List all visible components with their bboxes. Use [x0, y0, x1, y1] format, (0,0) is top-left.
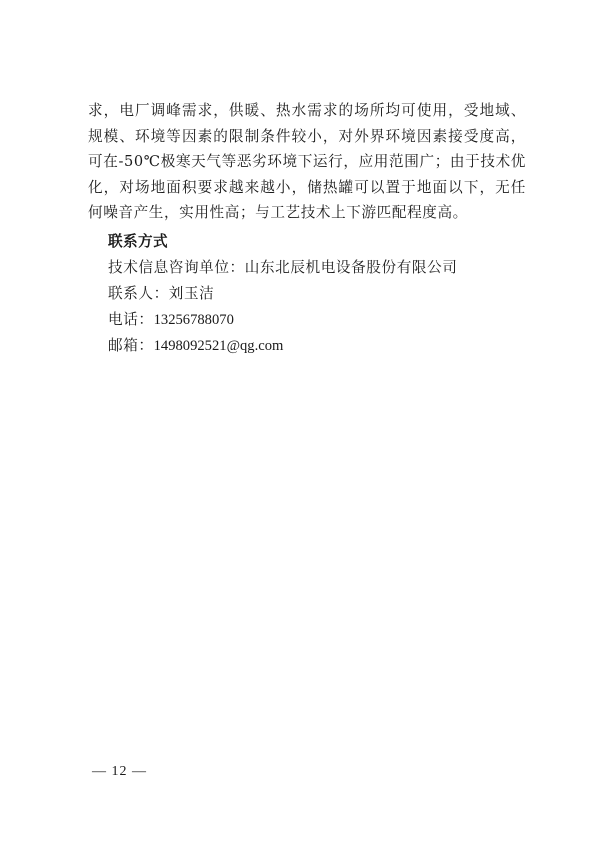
contact-email-value: 1498092521@qg.com: [153, 338, 284, 354]
contact-section: [108, 229, 457, 359]
contact-unit-value: 山东北辰机电设备股份有限公司: [244, 259, 458, 276]
contact-unit-row: [108, 255, 457, 281]
page-number: — 12 —: [92, 764, 147, 779]
contact-unit-label: 技术信息咨询单位：: [108, 259, 245, 276]
body-paragraph: 求，电厂调峰需求，供暖、热水需求的场所均可使用，受地域、规模、环境等因素的限制条件较小，对外界环境因素接受度高，可在-50℃极寒天气等恶劣环境下运行，应用范围广；由于技术优化，对场地面积要求越来越小，储热罐可以置于地面以下，无任何噪音产生，实用性高；与工艺技术上下游匹配程度高。: [88, 102, 526, 221]
contact-person-label: 联系人：: [108, 285, 169, 302]
contact-email-label: 邮箱：: [108, 337, 154, 354]
contact-phone-value: 13256788070: [153, 312, 234, 328]
contact-phone-row: [108, 307, 457, 333]
contact-person-row: [108, 281, 457, 307]
contact-heading: 联系方式: [108, 233, 168, 250]
contact-person-value: 刘玉洁: [168, 285, 215, 302]
contact-email-row: [108, 333, 457, 359]
body-paragraph-block: [88, 98, 526, 226]
contact-phone-label: 电话：: [108, 311, 154, 328]
